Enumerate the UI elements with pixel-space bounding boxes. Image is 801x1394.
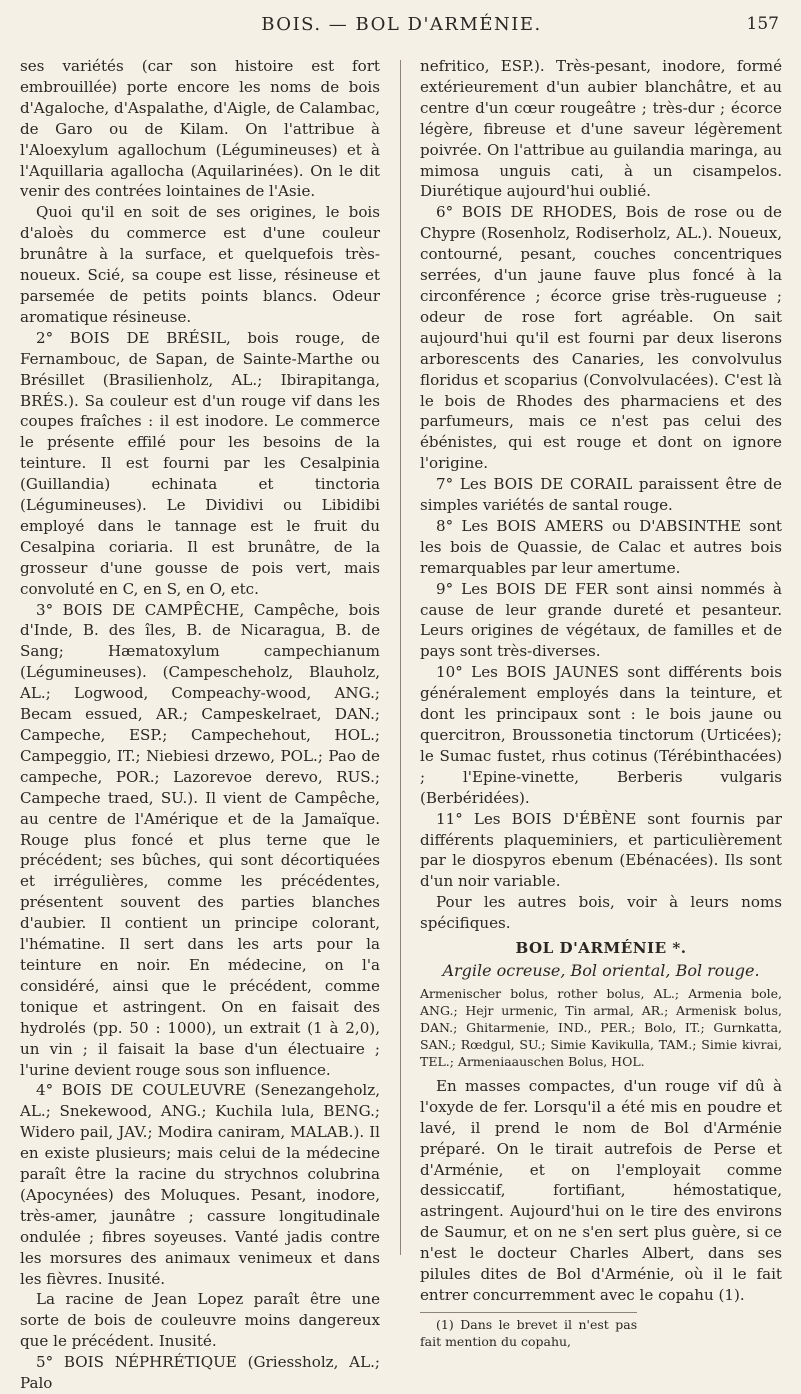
- section-heading: BOL D'ARMÉNIE *.: [515, 939, 687, 958]
- running-head: BOIS. — BOL D'ARMÉNIE.: [261, 14, 542, 35]
- column-divider: [400, 60, 401, 1255]
- paragraph: 7° Les BOIS DE CORAIL paraissent être de simples variétés de santal rouge.: [420, 475, 782, 515]
- paragraph: 8° Les BOIS AMERS ou D'ABSINTHE sont les bois de Quassie, de Calac et autres bois remarquables par leur amertume.: [420, 516, 782, 577]
- paragraph: La racine de Jean Lopez paraît être une sorte de bois de couleuvre moins dangereux que le précédent. Inusité.: [20, 1290, 380, 1351]
- synonyms-list: Armenischer bolus, rother bolus, AL.; Armenia bole, ANG.; Hejr urmenic, Tin armal, AR.; Armenisk bolus, DAN.; Ghitarmenie, IND., PER.; Bolo, IT.; Gurnkatta, SAN.; Rœdgul, SU.; Simie Kavikulla, TAM.; Simie kivrai, TEL.; Armeniaauschen Bolus, HOL.: [420, 985, 782, 1069]
- paragraph: 10° Les BOIS JAUNES sont différents bois généralement employés dans la teinture, et dont les principaux sont : le bois jaune ou quercitron, Broussonetia tinctorum (Urticées); le Sumac fustet, rhus cotinus (Térébinthacées) ; l'Epine-vinette, Berberis vulgaris (Berbéridées).: [420, 663, 782, 807]
- paragraph: ses variétés (car son histoire est fort embrouillée) porte encore les noms de bois d'Agaloche, d'Aspalathe, d'Aigle, de Calambac, de Garo ou de Kilam. On l'attribue à l'Aloexylum agallochum (Légumineuses) et à l'Aquillaria agallocha (Aquilarinées). On le dit venir des contrées lointaines de l'Asie.: [20, 57, 380, 201]
- paragraph: 9° Les BOIS DE FER sont ainsi nommés à cause de leur grande dureté et pesanteur. Leurs origines de végétaux, de familles et de pays sont très-diverses.: [420, 579, 782, 661]
- paragraph: nefritico, ESP.). Très-pesant, inodore, formé extérieurement d'un aubier blanchâtre, et au centre d'un cœur rougeâtre ; très-dur ; écorce légère, fibreuse et d'une saveur légèrement poivrée. On l'attribue au guilandia maringa, au mimosa unguis cati, à un cisampelos. Diurétique aujourd'hui oublié.: [420, 57, 782, 201]
- paragraph: 5° BOIS NÉPHRÉTIQUE (Griessholz, AL.; Palo: [20, 1353, 380, 1393]
- paragraph: Quoi qu'il en soit de ses origines, le bois d'aloès du commerce est d'une couleur brunâtre à la surface, et quelquefois très-noueux. Scié, sa coupe est lisse, résineuse et parsemée de petits points blancs. Odeur aromatique résineuse.: [20, 203, 380, 326]
- paragraph: 2° BOIS DE BRÉSIL, bois rouge, de Fernambouc, de Sapan, de Sainte-Marthe ou Brésillet (Brasilienholz, AL.; Ibirapitanga, BRÉS.). Sa couleur est d'un rouge vif dans les coupes fraîches : il est inodore. Le commerce le présente effilé pour les besoins de la teinture. Il est fourni par les Cesalpinia (Guillandia) echinata et tinctoria (Légumineuses). Le Dividivi ou Libidibi employé dans le tannage est le fruit du Cesalpina coriaria. Il est brunâtre, de la grosseur d'une gousse de pois vert, mais convoluté en C, en S, en O, etc.: [20, 328, 380, 598]
- page-number: 157: [746, 14, 779, 34]
- footnote: (1) Dans le brevet il n'est pas fait mention du copahu,: [420, 1312, 637, 1350]
- section-body: En masses compactes, d'un rouge vif dû à l'oxyde de fer. Lorsqu'il a été mis en poudre et lavé, il prend le nom de Bol d'Arménie préparé. On le tirait autrefois de Perse et d'Arménie, et on l'employait comme dessiccatif, fortifiant, hémostatique, astringent. Aujourd'hui on le tire des environs de Saumur, et on ne s'en sert plus guère, si ce n'est le docteur Charles Albert, dans ses pilules dites de Bol d'Arménie, où il le fait entrer concurremment avec le copahu (1).: [420, 1076, 782, 1304]
- paragraph: Pour les autres bois, voir à leurs noms spécifiques.: [420, 893, 782, 933]
- right-column: [420, 56, 782, 1350]
- left-column: [20, 56, 380, 1394]
- paragraph: 3° BOIS DE CAMPÊCHE, Campêche, bois d'Inde, B. des îles, B. de Nicaragua, B. de Sang; Hæmatoxylum campechianum (Légumineuses). (Campescheholz, Blauholz, AL.; Logwood, Compeachy-wood, ANG.; Becam essued, AR.; Campeskelraet, DAN.; Campeche, ESP.; Campechehout, HOL.; Campeggio, IT.; Niebiesi drzewo, POL.; Pao de campeche, POR.; Lazorevoe derevo, RUS.; Campeche traed, SU.). Il vient de Campêche, au centre de l'Amérique et de la Jamaïque. Rouge plus foncé et plus terne que le précédent; ses bûches, qui sont décortiquées et irrégulières, comme les précédentes, présentent souvent des parties blanches d'aubier. Il contient un principe colorant, l'hématine. Il sert dans les arts pour la teinture en noir. En médecine, on l'a considéré, ainsi que le précédent, comme tonique et astringent. On en faisait des hydrolés (pp. 50 : 1000), un extrait (1 à 2,0), un vin ; il faisait la base d'un électuaire ; l'urine devient rouge sous son influence.: [20, 600, 380, 1079]
- section-subheading: Argile ocreuse, Bol oriental, Bol rouge.: [442, 960, 760, 980]
- paragraph: 4° BOIS DE COULEUVRE (Senezangeholz, AL.; Snekewood, ANG.; Kuchila lula, BENG.; Widero pail, JAV.; Modira caniram, MALAB.). Il en existe plusieurs; mais celui de la médecine paraît être la racine du strychnos colubrina (Apocynées) des Moluques. Pesant, inodore, très-amer, jaunâtre ; cassure longitudinale ondulée ; fibres soyeuses. Vanté jadis contre les morsures des animaux venimeux et dans les fièvres. Inusité.: [20, 1081, 380, 1288]
- page-header: [20, 14, 783, 44]
- paragraph: 6° BOIS DE RHODES, Bois de rose ou de Chypre (Rosenholz, Rodiserholz, AL.). Noueux, contourné, pesant, couches concentriques serrées, d'un jaune fauve plus foncé à la circonférence ; écorce grise très-rugueuse ; odeur de rose fort agréable. On sait aujourd'hui qu'il est fourni par deux liserons arborescents des Canaries, les convolvulus floridus et scoparius (Convolvulacées). C'est là le bois de Rhodes des pharmaciens et des parfumeurs, mais ce n'est pas celui des ébénistes, qui est rouge et dont on ignore l'origine.: [420, 203, 782, 473]
- paragraph: 11° Les BOIS D'ÉBÈNE sont fournis par différents plaqueminiers, et particulièrement par le diospyros ebenum (Ebénacées). Ils sont d'un noir variable.: [420, 809, 782, 891]
